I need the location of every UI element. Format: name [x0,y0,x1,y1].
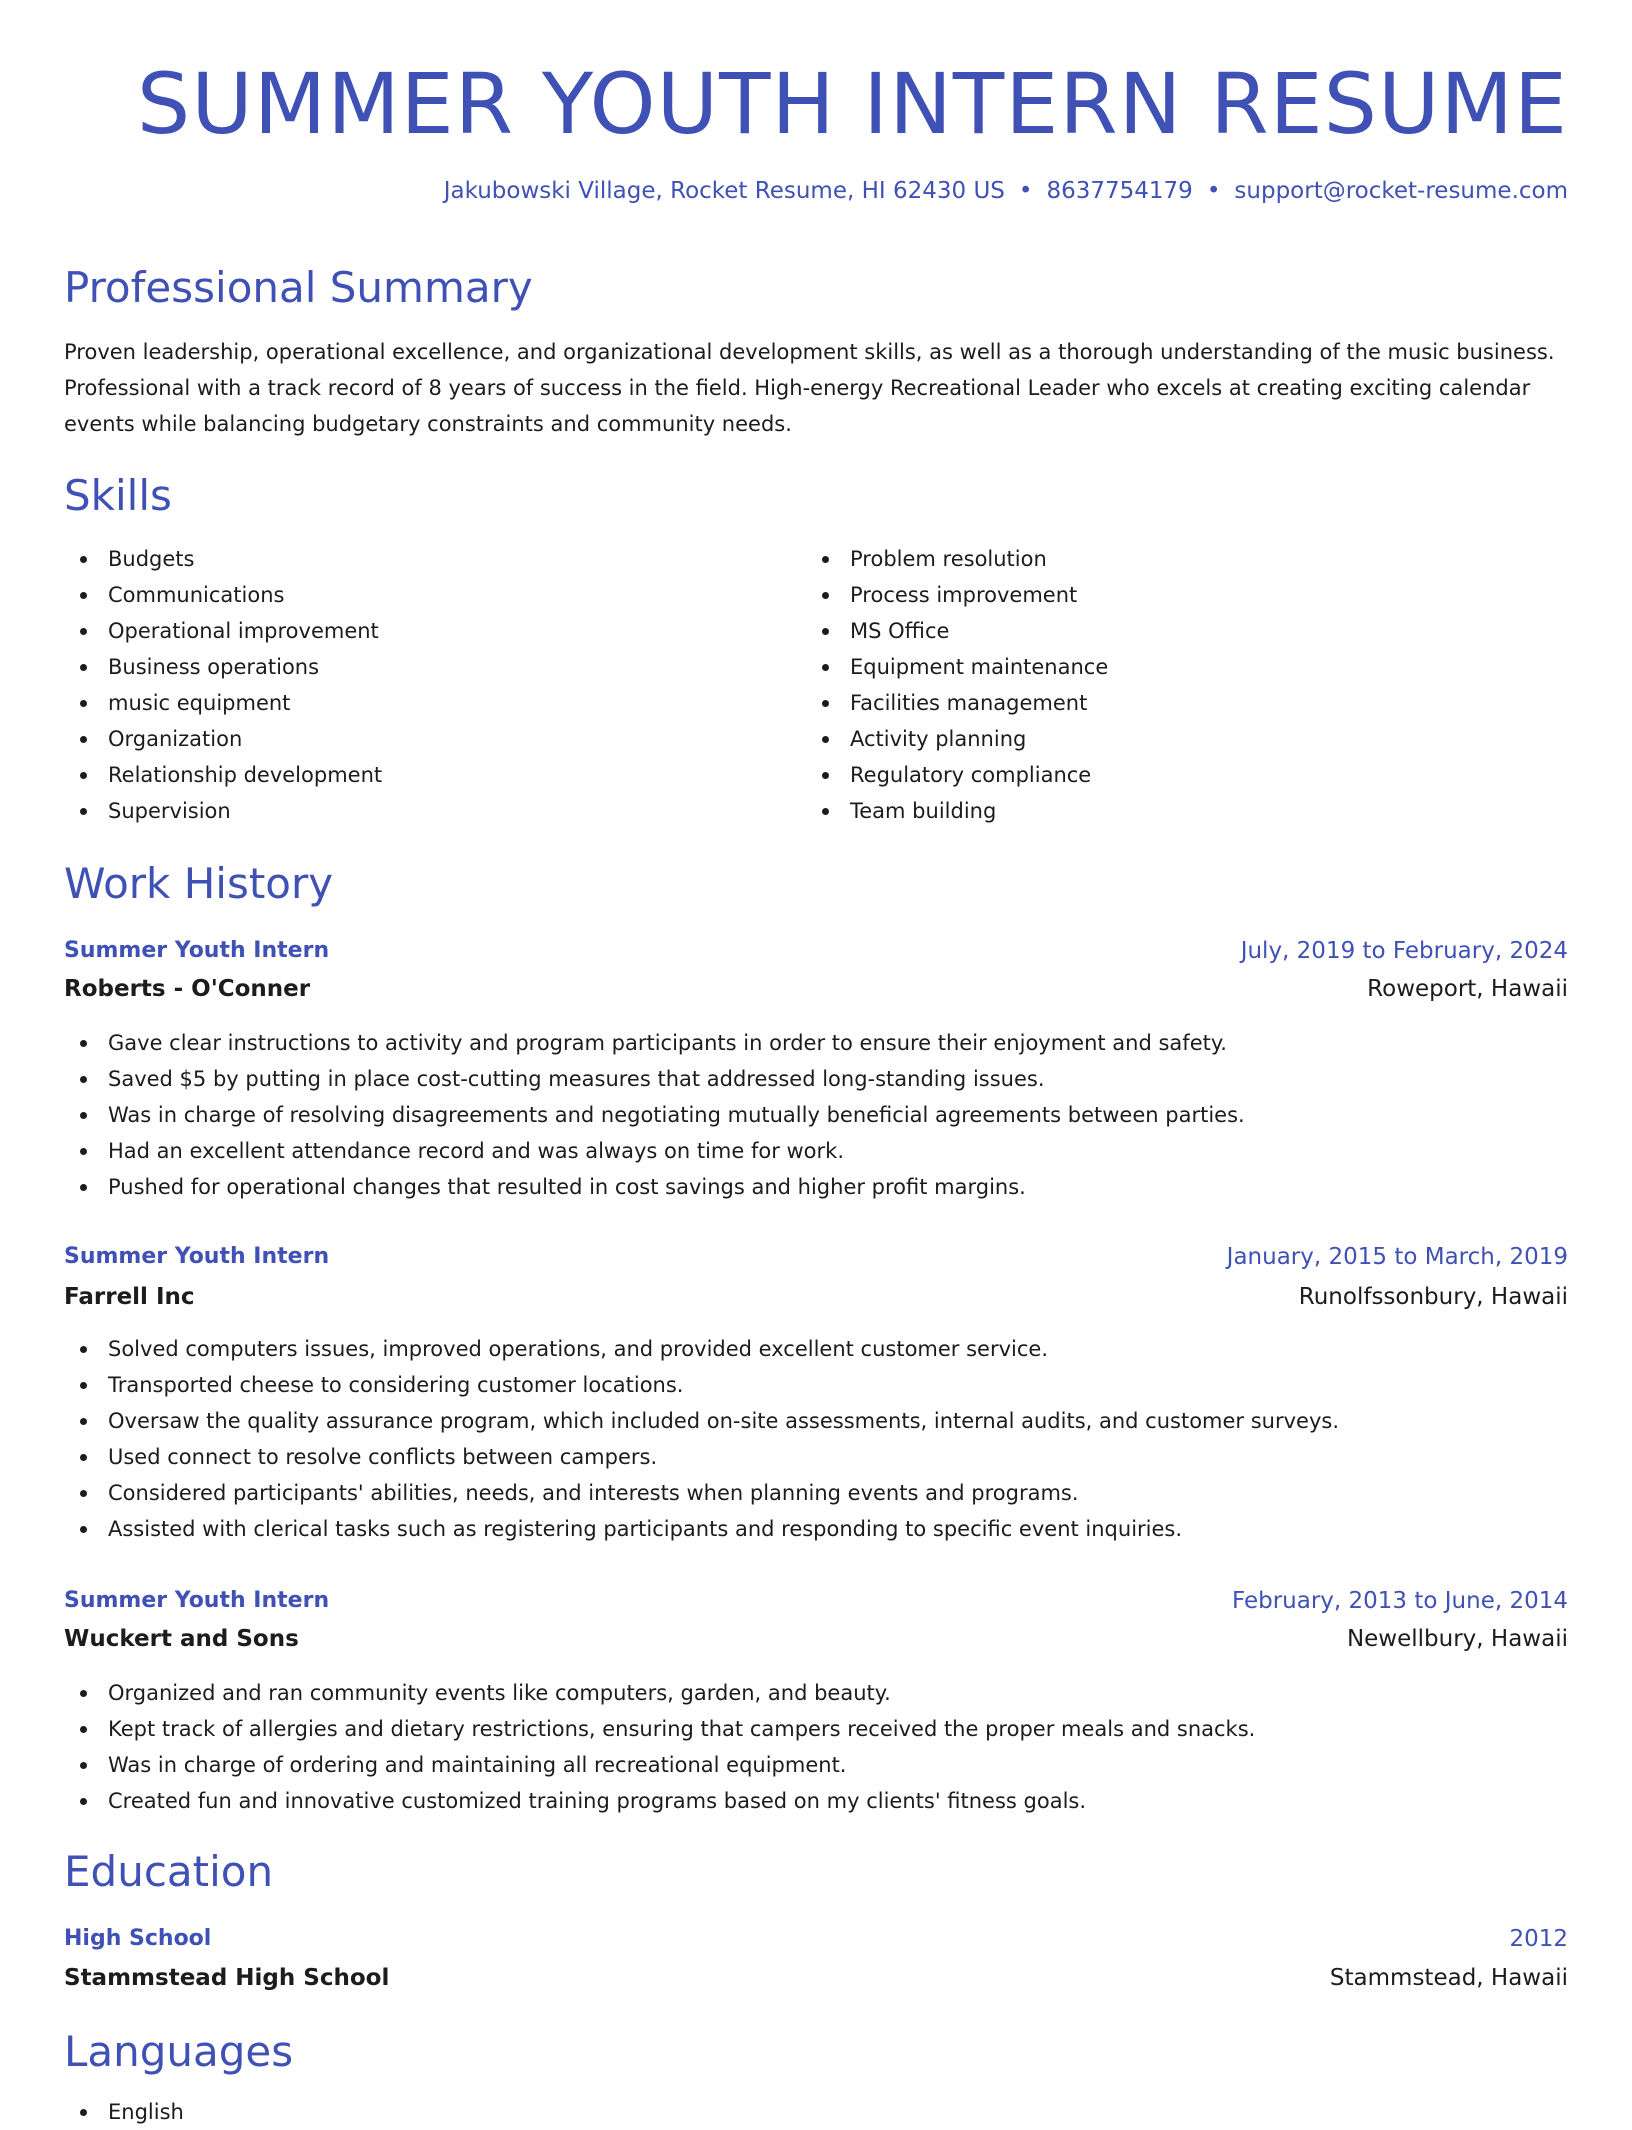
job-bullet: Gave clear instructions to activity and program participants in order to ensure their enjoyment and safety. [64,1025,1245,1061]
contact-line [444,176,1568,206]
job-bullet: Assisted with clerical tasks such as registering participants and responding to specific event inquiries. [64,1511,1339,1547]
skill-item: Regulatory compliance [806,757,1108,793]
job-bullets [64,1675,1255,1819]
job-bullet: Was in charge of resolving disagreements and negotiating mutually beneficial agreements between parties. [64,1097,1245,1133]
job-title: Summer Youth Intern [64,938,330,963]
skill-item: Budgets [64,541,382,577]
job-company-row [64,970,1568,1008]
contact-address: Jakubowski Village, Rocket Resume, HI 62430 US [443,178,1005,204]
job-title-row [64,932,1568,970]
job-bullet: Organized and ran community events like computers, garden, and beauty. [64,1675,1255,1711]
skills-list-right [806,541,1108,829]
job-location: Newellbury, Hawaii [1346,1626,1568,1652]
job-bullet: Transported cheese to considering customer locations. [64,1367,1339,1403]
job-title: Summer Youth Intern [64,1244,330,1269]
skill-item: Facilities management [806,685,1108,721]
job-bullet: Kept track of allergies and dietary restrictions, ensuring that campers received the proper meals and snacks. [64,1711,1255,1747]
job-company: Farrell Inc [64,1284,195,1310]
job-dates: January, 2015 to March, 2019 [1226,1244,1568,1270]
job-bullet: Pushed for operational changes that resulted in cost savings and higher profit margins. [64,1169,1245,1205]
skill-item: music equipment [64,685,382,721]
skills-heading: Skills [64,471,172,520]
job-bullets [64,1025,1245,1205]
education-degree-row [64,1920,1568,1958]
work-history-heading: Work History [64,859,334,908]
job-bullet: Saved $5 by putting in place cost-cutting measures that addressed long-standing issues. [64,1061,1245,1097]
job-bullets [64,1331,1339,1547]
skills-list-left [64,541,382,829]
skill-item: Team building [806,793,1108,829]
education-year: 2012 [1509,1926,1568,1952]
job-dates: July, 2019 to February, 2024 [1240,938,1568,964]
job-company-row [64,1620,1568,1658]
language-item: English [64,2094,184,2130]
skill-item: MS Office [806,613,1108,649]
job-location: Runolfssonbury, Hawaii [1298,1284,1568,1310]
skill-item: Process improvement [806,577,1108,613]
skill-item: Organization [64,721,382,757]
job-bullet: Was in charge of ordering and maintaining all recreational equipment. [64,1747,1255,1783]
job-company-row [64,1278,1568,1316]
job-bullet: Created fun and innovative customized training programs based on my clients' fitness goals. [64,1783,1255,1819]
job-bullet: Used connect to resolve conflicts between campers. [64,1439,1339,1475]
skill-item: Problem resolution [806,541,1108,577]
contact-email[interactable]: support@rocket-resume.com [1234,178,1568,204]
resume-title: SUMMER YOUTH INTERN RESUME [136,55,1568,153]
summary-heading: Professional Summary [64,263,533,312]
education-location: Stammstead, Hawaii [1329,1965,1568,1991]
skill-item: Communications [64,577,382,613]
skill-item: Supervision [64,793,382,829]
contact-phone[interactable]: 8637754179 [1046,178,1193,204]
skill-item: Activity planning [806,721,1108,757]
job-dates: February, 2013 to June, 2014 [1231,1588,1568,1614]
job-title-row [64,1582,1568,1620]
summary-text: Proven leadership, operational excellence, and organizational development skills, as well as a thorough understanding of the music business. Professional with a track record of 8 years of success in the field. High-energy Recreational Leader who excels at creating exciting calendar events while balancing budgetary constraints and community needs. [64,340,1555,436]
education-heading: Education [64,1847,274,1896]
job-bullet: Solved computers issues, improved operations, and provided excellent customer service. [64,1331,1339,1367]
job-title: Summer Youth Intern [64,1588,330,1613]
job-company: Wuckert and Sons [64,1626,299,1652]
job-location: Roweport, Hawaii [1367,976,1568,1002]
job-bullet: Oversaw the quality assurance program, which included on-site assessments, internal audits, and customer surveys. [64,1403,1339,1439]
languages-list [64,2094,184,2130]
skill-item: Business operations [64,649,382,685]
skill-item: Operational improvement [64,613,382,649]
education-school-row [64,1959,1568,1997]
contact-separator: • [1018,178,1033,204]
education-degree: High School [64,1926,212,1951]
education-school: Stammstead High School [64,1965,390,1991]
contact-separator: • [1206,178,1221,204]
languages-heading: Languages [64,2027,294,2076]
skill-item: Relationship development [64,757,382,793]
job-bullet: Had an excellent attendance record and was always on time for work. [64,1133,1245,1169]
job-company: Roberts - O'Conner [64,976,311,1002]
skill-item: Equipment maintenance [806,649,1108,685]
job-bullet: Considered participants' abilities, needs, and interests when planning events and programs. [64,1475,1339,1511]
job-title-row [64,1238,1568,1276]
